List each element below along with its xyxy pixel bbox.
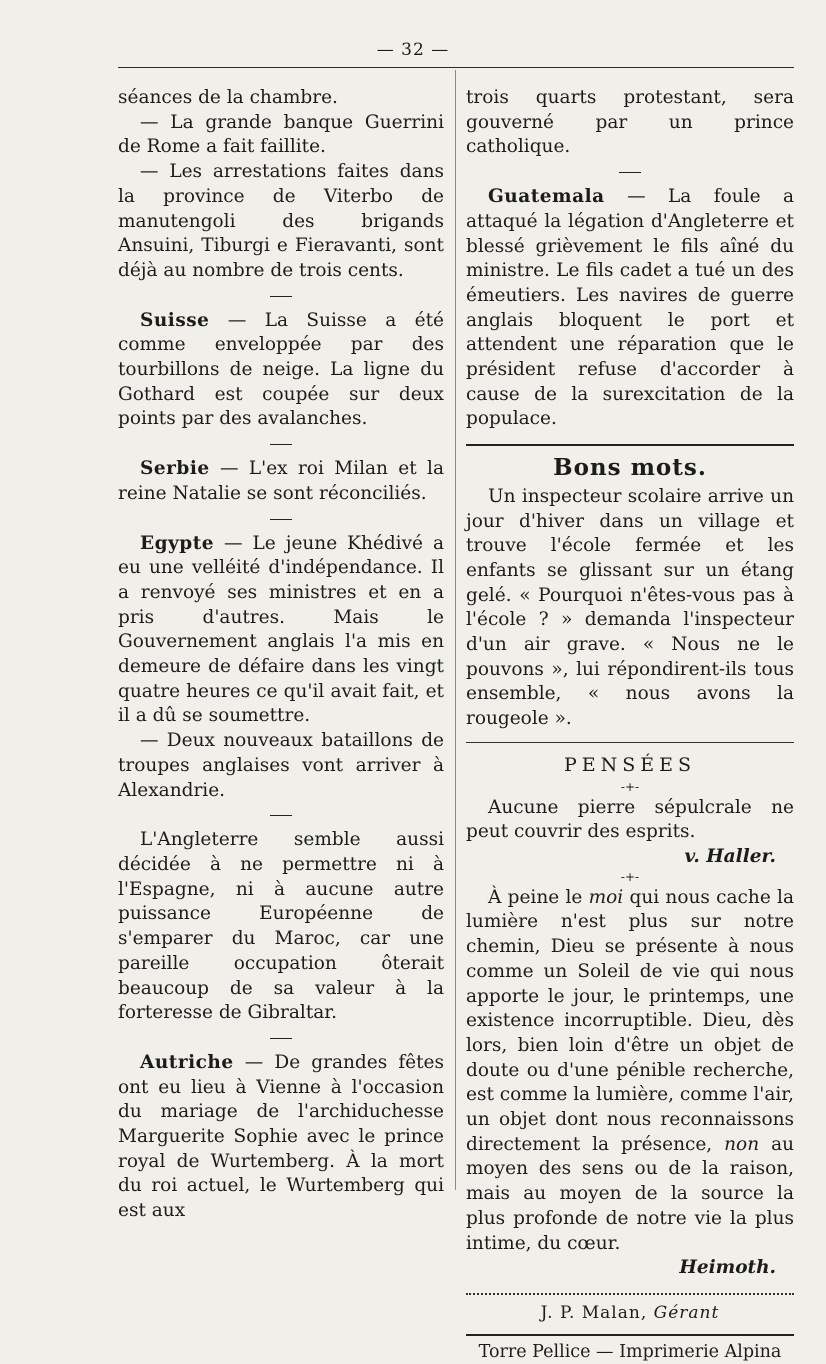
country-label: Serbie (140, 458, 210, 480)
separator (270, 815, 292, 816)
separator (270, 296, 292, 297)
news-serbie (118, 457, 444, 506)
page-number: — 32 — (376, 40, 450, 60)
paragraph: — Deux nouveaux bataillons de troupes anglaises vont arriver à Alexandrie. (118, 730, 444, 801)
paragraph: — Les arrestations faites dans la province de Viterbo de manutengoli des brigands Ansuini, Tiburgi e Fieravanti, sont déjà au nombre de trois cents. (118, 161, 444, 281)
section-rule (466, 742, 794, 743)
column-divider (455, 70, 456, 1190)
gerant-role: Gérant (653, 1302, 720, 1323)
news-text: — La foule a attaqué la légation d'Angleterre et blessé grièvement le fils aîné du ministre. Le fils cadet a tué un des émeutiers. Les navires de guerre anglais bloquent le port et attendent une réparation que le président refuse d'accorder à cause de la surexcitation de la populace. (466, 186, 794, 430)
paragraph: — La grande banque Guerrini de Rome a fait faillite. (118, 111, 444, 158)
gerant-name: J. P. Malan, (540, 1302, 648, 1323)
footer-rule (466, 1334, 794, 1336)
news-autriche (118, 1051, 444, 1224)
news-text: — Le jeune Khédivé a eu une velléité d'indépendance. Il a renvoyé ses ministres et en a pris d'autres. Mais le Gouvernement anglais l'a mis en demeure de défaire dans les vingt quatre heures ce qu'il avait fait, et il a dû se soumettre. (118, 532, 444, 727)
imprint: Torre Pellice — Imprimerie Alpina (478, 1341, 782, 1362)
bons-mots-heading: Bons mots. (553, 454, 707, 482)
paragraph: séances de la chambre. (118, 87, 338, 108)
gerant-line (466, 1301, 794, 1326)
emphasis: moi (588, 886, 624, 908)
country-label: Egypte (140, 532, 215, 554)
pensee-text: Aucune pierre sépulcrale ne peut couvrir des esprits. (466, 796, 794, 843)
news-text: — La Suisse a été comme enveloppée par des tourbillons de neige. La ligne du Gothard est coupée sur deux points par des avalanches. (118, 309, 444, 430)
pensees-heading: PENSÉES (563, 753, 697, 776)
pensee-author: v. Haller. (684, 845, 776, 867)
country-label: Suisse (140, 309, 210, 331)
news-text: — L'ex roi Milan et la reine Natalie se sont réconciliés. (118, 458, 444, 504)
paragraph: trois quarts protestant, sera gouverné par un prince catholique. (466, 87, 794, 158)
separator (619, 172, 641, 173)
dagger-ornament: -+- (620, 869, 640, 884)
news-text: — De grandes fêtes ont eu lieu à Vienne à l'occasion du mariage de l'archiduchesse Marguerite Sophie avec le prince royal de Wurtemberg. À la mort du roi actuel, le Wurtemberg qui est aux (118, 1051, 444, 1222)
pensee-text (466, 886, 794, 1257)
country-label: Guatemala (488, 186, 605, 208)
bons-mots-text: Un inspecteur scolaire arrive un jour d'hiver dans un village et trouve l'école fermée et les enfants se glissant sur un étang gelé. « Pourquoi n'êtes-vous pas à l'école ? » demanda l'inspecteur d'un air grave. « Nous ne le pouvons », lui répondirent-ils tous ensemble, « nous avons la rougeole ». (466, 485, 794, 730)
section-rule (466, 444, 794, 446)
paragraph: L'Angleterre semble aussi décidée à ne permettre ni à l'Espagne, ni à aucune autre puissance Européenne de s'emparer du Maroc, car une pareille occupation ôterait beaucoup de sa valeur à la forteresse de Gibraltar. (118, 829, 444, 1024)
text-part: À peine le (488, 886, 589, 908)
emphasis: non (724, 1133, 760, 1155)
separator (270, 519, 292, 520)
header-rule (118, 67, 794, 68)
right-column (466, 86, 794, 1364)
dagger-ornament: -+- (620, 779, 640, 794)
separator (270, 1038, 292, 1039)
left-column (118, 86, 444, 1224)
decorative-rule (466, 1293, 794, 1295)
country-label: Autriche (140, 1051, 234, 1073)
news-egypte (118, 532, 444, 730)
text-part: au moyen des sens ou de la raison, mais au moyen de la source la plus profonde de notre vie la plus intime, du cœur. (466, 1133, 795, 1254)
pensee-author: Heimoth. (679, 1257, 776, 1279)
text-part: qui nous cache la lumière n'est plus sur notre chemin, Dieu se présente à nous comme un Soleil de vie qui nous apporte le jour, le printemps, une existence incorruptible. Dieu, dès lors, bien loin d'être un objet de doute ou d'une pénible recherche, est comme la lumière, comme l'air, un objet dont nous reconnaissons directement la présence, (466, 886, 794, 1155)
separator (270, 444, 292, 445)
news-guatemala (466, 185, 794, 432)
news-suisse (118, 309, 444, 433)
